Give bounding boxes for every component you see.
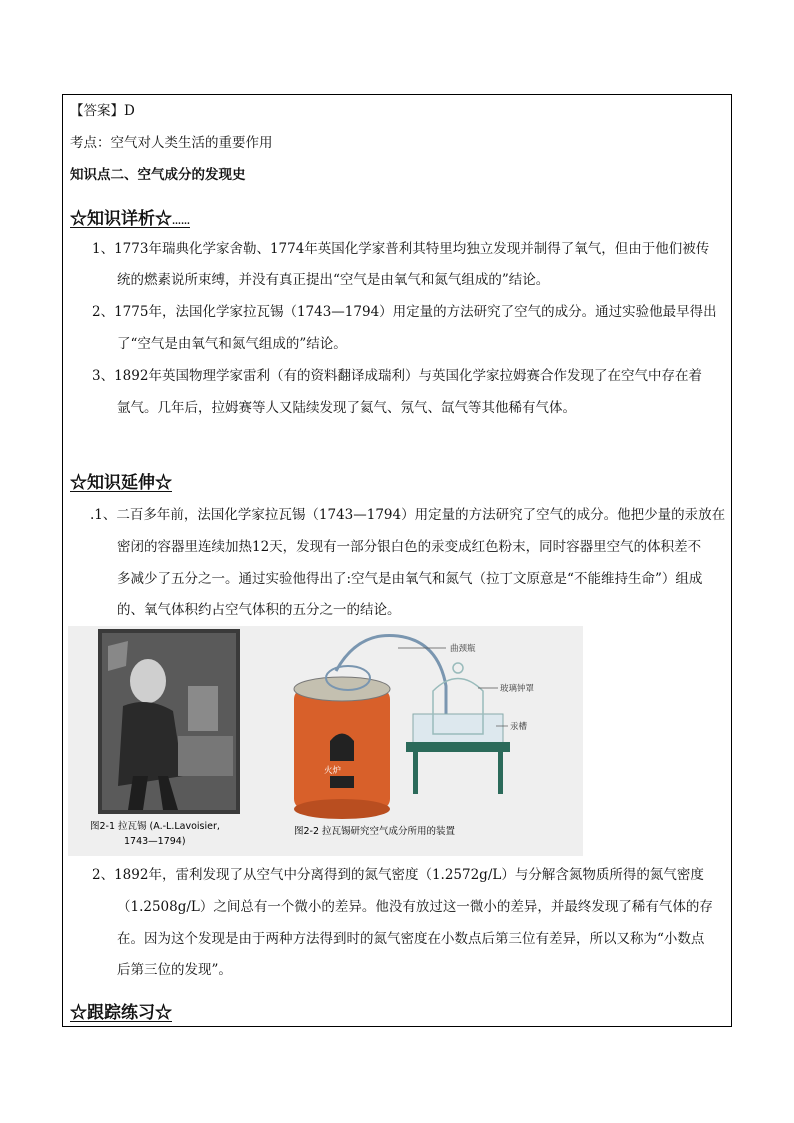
table [406,742,510,752]
p3-number: 3、 [92,368,115,384]
e1-number: .1、 [90,507,117,523]
label-bell-jar: 玻璃钟罩 [500,684,535,694]
e1-line3: 多减少了五分之一。通过实验他得出了:空气是由氧气和氮气（拉丁文原意是“不能维持生命”）组成 [117,571,703,587]
answer-line: 【答案】D [70,103,135,119]
heading-knowledge-extension: ☆知识延伸☆ [70,473,172,493]
e2-line1 [92,866,704,884]
label-trough: 汞槽 [510,722,528,732]
section-title: 知识点二、空气成分的发现史 [70,167,246,183]
e2-number: 2、 [92,867,115,883]
p2-text1: 1775年，法国化学家拉瓦锡（1743—1794）用定量的方法研究了空气的成分。通过实验他最早得出 [114,304,717,320]
heading-tracking-practice: ☆跟踪练习☆ [70,1003,172,1023]
p1-number: 1、 [92,241,115,257]
p3-text1: 1892年英国物理学家雷利（有的资料翻译成瑞利）与英国化学家拉姆赛合作发现了在空气中存在着 [114,368,702,384]
mercury-trough [413,714,503,744]
p2-number: 2、 [92,304,115,320]
p3-line2: 氩气。几年后，拉姆赛等人又陆续发现了氦气、氖气、氙气等其他稀有气体。 [117,400,576,416]
exam-point-line: 考点：空气对人类生活的重要作用 [70,135,273,151]
heading-mark: …… [172,217,190,227]
caption-fig1-line2: 1743—1794) [124,836,186,847]
p2-line2: 了“空气是由氧气和氮气组成的”结论。 [117,336,347,352]
caption-fig1-line1: 图2-1 拉瓦锡 (A.-L.Lavoisier, [90,821,220,832]
p3-line1 [92,367,702,385]
p1-line2: 统的燃素说所束缚，并没有真正提出“空气是由氧气和氮气组成的”结论。 [117,272,550,288]
e1-line1 [90,506,725,524]
label-furnace: 火炉 [324,766,342,776]
e1-text1: 二百多年前，法国化学家拉瓦锡（1743—1794）用定量的方法研究了空气的成分。他把少量的汞放在 [116,507,726,523]
heading-knowledge-detail-text: ☆知识详析☆ [70,209,172,229]
content-frame [62,94,732,1027]
p1-text1: 1773年瑞典化学家舍勒、1774年英国化学家普利其特里均独立发现并制得了氧气，但由于他们被传 [114,241,710,257]
e2-line3: 在。因为这个发现是由于两种方法得到时的氮气密度在小数点后第三位有差异，所以又称为“小数点 [117,931,705,947]
e1-line2: 密闭的容器里连续加热12天，发现有一部分银白色的汞变成红色粉末，同时容器里空气的体积差不 [117,539,702,555]
e2-text1: 1892年，雷利发现了从空气中分离得到的氮气密度（1.2572g/L）与分解含氮物质所得的氮气密度 [114,867,704,883]
e2-line2: （1.2508g/L）之间总有一个微小的差异。他没有放过这一微小的差异，并最终发现了稀有气体的存 [117,899,713,915]
caption-fig2: 图2-2 拉瓦锡研究空气成分所用的装置 [294,826,456,837]
p2-line1 [92,303,717,321]
e2-line4: 后第三位的发现”。 [117,962,232,978]
lavoisier-figure-drawing [68,626,583,856]
heading-knowledge-detail [70,204,190,229]
e1-line4: 的、氧气体积约占空气体积的五分之一的结论。 [117,602,401,618]
lavoisier-figure [68,626,583,856]
p1-line1 [92,240,709,258]
label-retort: 曲颈瓶 [450,644,476,654]
